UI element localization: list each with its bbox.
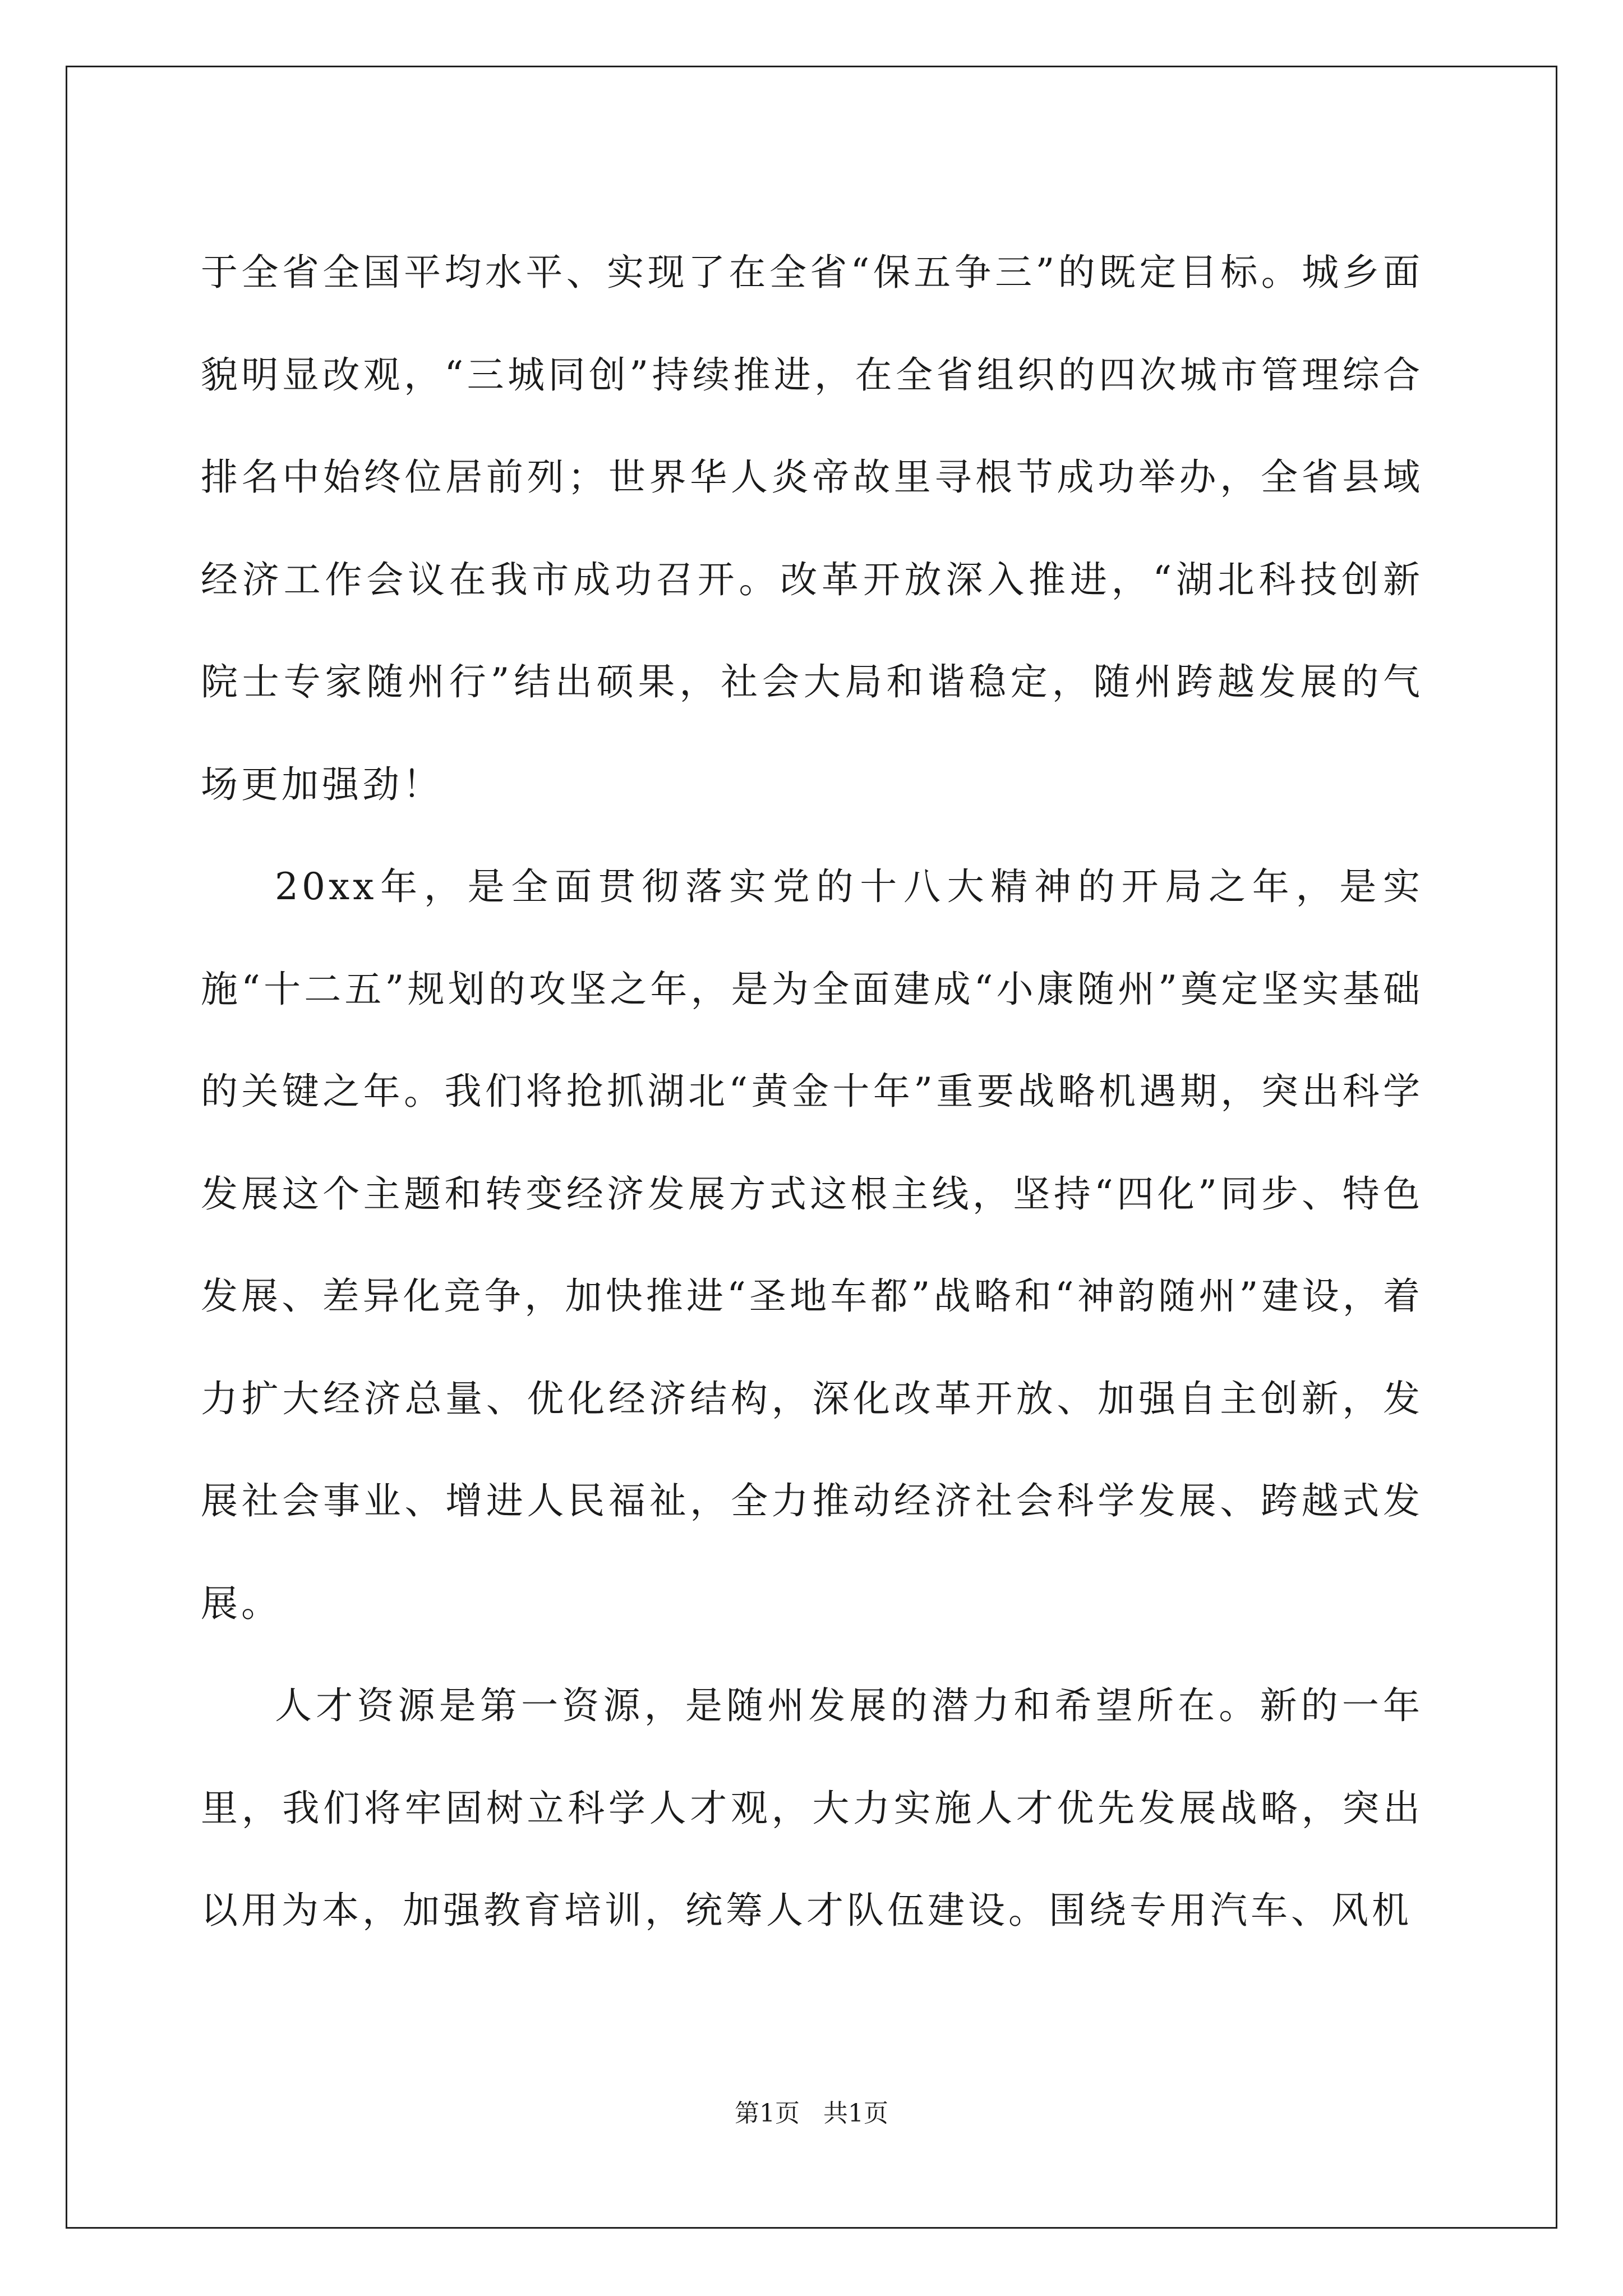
paragraph-1: 于全省全国平均水平、实现了在全省“保五争三”的既定目标。城乡面貌明显改观，“三城同创”持续推进，在全省组织的四次城市管理综合排名中始终位居前列；世界华人炎帝故里寻根节成功举办，全省县域经济工作会议在我市成功召开。改革开放深入推进，“湖北科技创新院士专家随州行”结出硕果，社会大局和谐稳定，随州跨越发展的气场更加强劲！ [201,251,1423,806]
paragraph-3: 人才资源是第一资源，是随州发展的潜力和希望所在。新的一年里，我们将牢固树立科学人才观，大力实施人才优先发展战略，突出以用为本，加强教育培训，统筹人才队伍建设。围绕专用汽车、风机 [201,1684,1423,1932]
page-footer: 第1页 共1页 [735,2099,888,2128]
document-body [201,222,1423,1962]
paragraph-2: 20xx年，是全面贯彻落实党的十八大精神的开局之年，是实施“十二五”规划的攻坚之年，是为全面建成“小康随州”奠定坚实基础的关键之年。我们将抢抓湖北“黄金十年”重要战略机遇期，突出科学发展这个主题和转变经济发展方式这根主线，坚持“四化”同步、特色发展、差异化竞争，加快推进“圣地车都”战略和“神韵随州”建设，着力扩大经济总量、优化经济结构，深化改革开放、加强自主创新，发展社会事业、增进人民福祉，全力推动经济社会科学发展、跨越式发展。 [201,865,1423,1625]
